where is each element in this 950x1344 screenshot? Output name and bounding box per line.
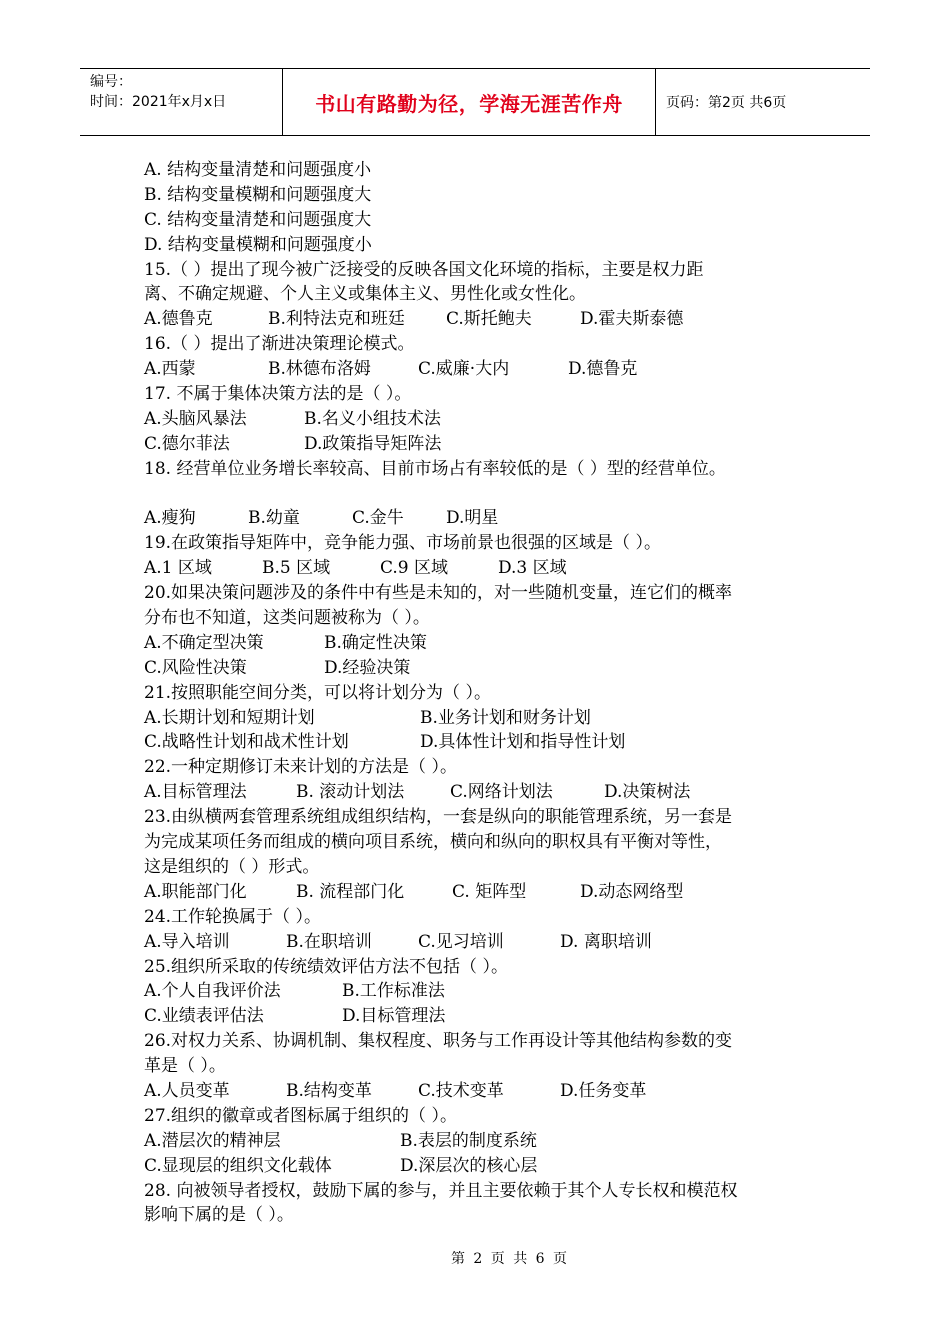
text-line bbox=[144, 282, 834, 307]
answer-option: D.动态网络型 bbox=[580, 881, 684, 902]
answer-option: C.显现层的组织文化载体 bbox=[144, 1155, 332, 1176]
line-text: 19.在政策指导矩阵中，竞争能力强、市场前景也很强的区域是（ ）。 bbox=[144, 533, 661, 554]
text-line bbox=[144, 556, 834, 581]
line-text: B. 结构变量模糊和问题强度大 bbox=[144, 184, 372, 205]
answer-option: C.业绩表评估法 bbox=[144, 1006, 264, 1027]
text-line bbox=[144, 631, 834, 656]
text-line bbox=[144, 830, 834, 855]
text-line bbox=[144, 880, 834, 905]
text-line bbox=[144, 656, 834, 681]
text-line bbox=[144, 531, 834, 556]
answer-option: C.风险性决策 bbox=[144, 657, 247, 678]
question-content bbox=[144, 158, 834, 1228]
text-line bbox=[144, 1029, 834, 1054]
line-text: 离、不确定规避、个人主义或集体主义、男性化或女性化。 bbox=[144, 284, 586, 305]
text-line bbox=[144, 457, 834, 482]
line-text: D. 结构变量模糊和问题强度小 bbox=[144, 234, 372, 255]
text-line bbox=[144, 805, 834, 830]
answer-option: C.德尔菲法 bbox=[144, 433, 230, 454]
answer-option: D.决策树法 bbox=[604, 782, 691, 803]
answer-option: A.潜层次的精神层 bbox=[144, 1130, 281, 1151]
text-line bbox=[144, 930, 834, 955]
line-text: 25.组织所采取的传统绩效评估方法不包括（ ）。 bbox=[144, 956, 508, 977]
answer-option: B. 流程部门化 bbox=[296, 881, 405, 902]
answer-option: A.个人自我评价法 bbox=[144, 981, 281, 1002]
text-line bbox=[144, 706, 834, 731]
answer-option: A.瘦狗 bbox=[144, 508, 196, 529]
text-line bbox=[144, 681, 834, 706]
text-line bbox=[144, 1179, 834, 1204]
answer-option: B.林德布洛姆 bbox=[268, 359, 371, 380]
line-text: 27.组织的徽章或者图标属于组织的（ ）。 bbox=[144, 1105, 457, 1126]
answer-option: C.斯托鲍夫 bbox=[446, 309, 532, 330]
header-motto: 书山有路勤为径，学海无涯苦作舟 bbox=[283, 69, 656, 135]
answer-option: C.见习培训 bbox=[418, 931, 504, 952]
page-header bbox=[80, 68, 870, 136]
answer-option: D.目标管理法 bbox=[342, 1006, 446, 1027]
date-label: 时间：2021年x月x日 bbox=[90, 94, 227, 110]
answer-option: D.经验决策 bbox=[324, 657, 411, 678]
answer-option: B.在职培训 bbox=[286, 931, 372, 952]
answer-option: D.明星 bbox=[446, 508, 499, 529]
answer-option: D.德鲁克 bbox=[568, 359, 638, 380]
answer-option: A.职能部门化 bbox=[144, 881, 247, 902]
text-line bbox=[144, 307, 834, 332]
line-text: 影响下属的是（ ）。 bbox=[144, 1205, 294, 1226]
line-text: 24.工作轮换属于（ ）。 bbox=[144, 906, 321, 927]
answer-option: A.人员变革 bbox=[144, 1080, 230, 1101]
answer-option: D.具体性计划和指导性计划 bbox=[420, 732, 626, 753]
text-line bbox=[144, 506, 834, 531]
line-text: 16.（ ）提出了渐进决策理论模式。 bbox=[144, 334, 415, 355]
text-line bbox=[144, 606, 834, 631]
answer-option: C.网络计划法 bbox=[450, 782, 553, 803]
text-line bbox=[144, 382, 834, 407]
text-line bbox=[144, 1104, 834, 1129]
answer-option: A.目标管理法 bbox=[144, 782, 247, 803]
text-line bbox=[144, 482, 834, 507]
answer-option: D.3 区域 bbox=[498, 558, 567, 579]
answer-option: C.9 区域 bbox=[380, 558, 449, 579]
text-line bbox=[144, 407, 834, 432]
text-line bbox=[144, 855, 834, 880]
line-text: A. 结构变量清楚和问题强度小 bbox=[144, 160, 372, 180]
text-line bbox=[144, 979, 834, 1004]
page-footer: 第 2 页 共 6 页 bbox=[450, 1251, 570, 1267]
text-line bbox=[144, 158, 834, 183]
answer-option: C.技术变革 bbox=[418, 1080, 504, 1101]
text-line bbox=[144, 258, 834, 283]
answer-option: A.西蒙 bbox=[144, 359, 196, 380]
answer-option: A.长期计划和短期计划 bbox=[144, 707, 315, 728]
answer-option: D. 离职培训 bbox=[560, 931, 652, 952]
answer-option: B.工作标准法 bbox=[342, 981, 445, 1002]
text-line bbox=[144, 332, 834, 357]
answer-option: C.金牛 bbox=[352, 508, 404, 529]
line-text: 革是（ ）。 bbox=[144, 1056, 226, 1077]
answer-option: D.任务变革 bbox=[560, 1080, 647, 1101]
answer-option: A.1 区域 bbox=[144, 558, 212, 579]
text-line bbox=[144, 1129, 834, 1154]
text-line bbox=[144, 208, 834, 233]
line-text: 15.（ ）提出了现今被广泛接受的反映各国文化环境的指标，主要是权力距 bbox=[144, 259, 704, 280]
answer-option: B.业务计划和财务计划 bbox=[420, 707, 591, 728]
answer-option: C.威廉·大内 bbox=[418, 359, 510, 380]
line-text: 22.一种定期修订未来计划的方法是（ ）。 bbox=[144, 757, 457, 778]
answer-option: C. 矩阵型 bbox=[452, 881, 527, 902]
answer-option: B.幼童 bbox=[248, 508, 300, 529]
text-line bbox=[144, 183, 834, 208]
line-text: 26.对权力关系、协调机制、集权程度、职务与工作再设计等其他结构参数的变 bbox=[144, 1031, 733, 1052]
answer-option: B.确定性决策 bbox=[324, 632, 427, 653]
answer-option: A.导入培训 bbox=[144, 931, 230, 952]
answer-option: B.结构变革 bbox=[286, 1080, 372, 1101]
answer-option: D.深层次的核心层 bbox=[400, 1155, 538, 1176]
answer-option: A.不确定型决策 bbox=[144, 632, 264, 653]
text-line bbox=[144, 432, 834, 457]
line-text: 28. 向被领导者授权，鼓励下属的参与，并且主要依赖于其个人专长权和模范权 bbox=[144, 1180, 738, 1201]
line-text: 这是组织的（ ）形式。 bbox=[144, 856, 320, 877]
text-line bbox=[144, 1004, 834, 1029]
line-text: 23.由纵横两套管理系统组成组织结构，一套是纵向的职能管理系统，另一套是 bbox=[144, 807, 733, 828]
line-text: 分布也不知道，这类问题被称为（ ）。 bbox=[144, 608, 430, 629]
answer-option: B.表层的制度系统 bbox=[400, 1130, 537, 1151]
header-meta bbox=[80, 69, 283, 135]
text-line bbox=[144, 955, 834, 980]
text-line bbox=[144, 581, 834, 606]
line-text: 为完成某项任务而组成的横向项目系统，横向和纵向的职权具有平衡对等性， bbox=[144, 832, 722, 853]
answer-option: C.战略性计划和战术性计划 bbox=[144, 732, 349, 753]
line-text: 20.如果决策问题涉及的条件中有些是未知的，对一些随机变量，连它们的概率 bbox=[144, 583, 733, 604]
line-text: C. 结构变量清楚和问题强度大 bbox=[144, 209, 372, 230]
line-text: 18. 经营单位业务增长率较高、目前市场占有率较低的是（ ）型的经营单位。 bbox=[144, 458, 726, 479]
serial-label: 编号： bbox=[90, 74, 132, 90]
text-line bbox=[144, 357, 834, 382]
text-line bbox=[144, 233, 834, 258]
answer-option: A.德鲁克 bbox=[144, 309, 213, 330]
answer-option: B.5 区域 bbox=[262, 558, 331, 579]
answer-option: A.头脑风暴法 bbox=[144, 408, 247, 429]
answer-option: B.名义小组技术法 bbox=[304, 408, 441, 429]
text-line bbox=[144, 1054, 834, 1079]
line-text: 17. 不属于集体决策方法的是（ ）。 bbox=[144, 384, 412, 405]
answer-option: B.利特法克和班廷 bbox=[268, 309, 405, 330]
line-text: 21.按照职能空间分类，可以将计划分为（ ）。 bbox=[144, 682, 491, 703]
text-line bbox=[144, 1203, 834, 1228]
answer-option: B. 滚动计划法 bbox=[296, 782, 405, 803]
text-line bbox=[144, 755, 834, 780]
text-line bbox=[144, 780, 834, 805]
text-line bbox=[144, 1154, 834, 1179]
text-line bbox=[144, 905, 834, 930]
text-line bbox=[144, 1079, 834, 1104]
answer-option: D.霍夫斯泰德 bbox=[580, 309, 684, 330]
header-page-info: 页码：第2页 共6页 bbox=[666, 95, 787, 111]
answer-option: D.政策指导矩阵法 bbox=[304, 433, 442, 454]
text-line bbox=[144, 730, 834, 755]
